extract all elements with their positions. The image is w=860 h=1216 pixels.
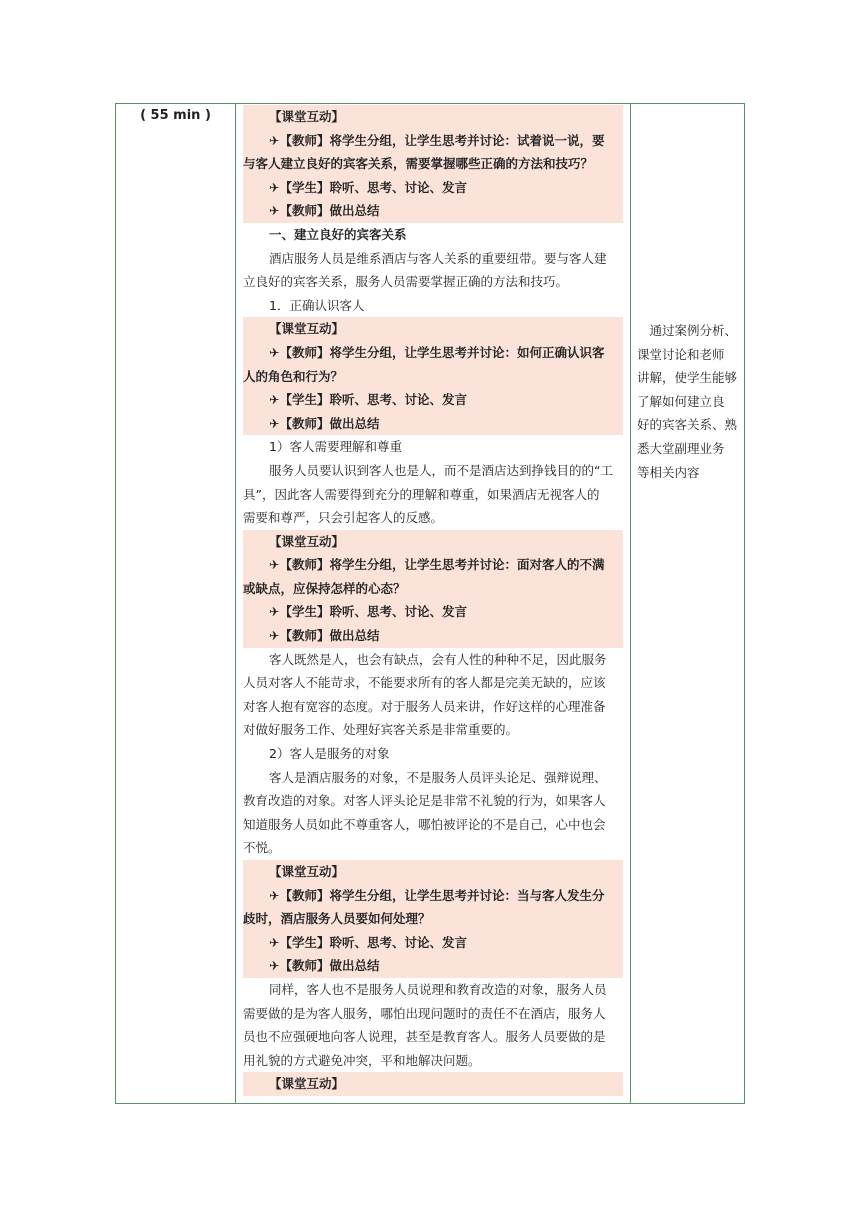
content-body: [243, 105, 623, 1096]
interaction-line: ✈【教师】做出总结: [243, 954, 623, 978]
interaction-line: 【课堂互动】: [243, 317, 623, 341]
interaction-line: 或缺点，应保持怎样的心态？: [243, 577, 623, 601]
interaction-line: ✈【学生】聆听、思考、讨论、发言: [243, 931, 623, 955]
text-line: 对做好服务工作、处理好宾客关系是非常重要的。: [243, 722, 519, 738]
interaction-line: 【课堂互动】: [243, 105, 623, 129]
text-line: 员也不应强硬地向客人说理，甚至是教育客人。服务人员要做的是: [243, 1029, 606, 1045]
text-line: 客人既然是人，也会有缺点，会有人性的种种不足，因此服务: [269, 651, 607, 667]
time-column: [116, 104, 236, 1103]
note-line: 悉大堂副理业务: [637, 440, 725, 456]
time-label: ( 55 min ): [140, 108, 211, 123]
interaction-line: 歧时，酒店服务人员要如何处理？: [243, 907, 623, 931]
text-line: 2）客人是服务的对象: [269, 746, 390, 762]
text-line: 具”，因此客人需要得到充分的理解和尊重，如果酒店无视客人的: [243, 486, 600, 502]
lesson-table: [115, 103, 745, 1104]
note-line: 了解如何建立良: [637, 393, 725, 409]
text-line: 同样，客人也不是服务人员说理和教育改造的对象，服务人员: [269, 981, 607, 997]
text-line: 人员对客人不能苛求，不能要求所有的客人都是完美无缺的，应该: [243, 675, 606, 691]
interaction-line: ✈【教师】将学生分组，让学生思考并讨论：试着说一说，要: [243, 129, 623, 153]
interaction-line: ✈【教师】做出总结: [243, 199, 623, 223]
text-line: 教育改造的对象。对客人评头论足是非常不礼貌的行为，如果客人: [243, 793, 606, 809]
text-line: 不悦。: [243, 840, 281, 856]
text-line: 1）客人需要理解和尊重: [269, 439, 402, 455]
note-line: 等相关内容: [637, 464, 700, 480]
notes-column: [631, 104, 744, 1103]
text-line: 需要和尊严，只会引起客人的反感。: [243, 510, 444, 526]
note-line: 好的宾客关系、熟: [637, 417, 738, 433]
text-line: 需要做的是为客人服务，哪怕出现问题时的责任不在酒店，服务人: [243, 1005, 606, 1021]
text-line: 服务人员要认识到客人也是人，而不是酒店达到挣钱目的的“工: [269, 462, 613, 478]
interaction-line: 【课堂互动】: [243, 860, 623, 884]
interaction-line: ✈【教师】将学生分组，让学生思考并讨论：面对客人的不满: [243, 553, 623, 577]
text-line: 知道服务人员如此不尊重客人，哪怕被评论的不是自己，心中也会: [243, 816, 606, 832]
interaction-line: ✈【教师】做出总结: [243, 412, 623, 436]
interaction-line: ✈【学生】聆听、思考、讨论、发言: [243, 600, 623, 624]
interaction-line: ✈【教师】将学生分组，让学生思考并讨论：当与客人发生分: [243, 884, 623, 908]
interaction-line: ✈【教师】做出总结: [243, 624, 623, 648]
note-line: 通过案例分析、: [637, 323, 738, 338]
interaction-line: 人的角色和行为？: [243, 365, 623, 389]
note-line: 讲解，使学生能够: [637, 370, 738, 386]
text-line: 酒店服务人员是维系酒店与客人关系的重要纽带。要与客人建: [269, 250, 607, 266]
text-line: 1．正确认识客人: [269, 297, 365, 313]
interaction-line: 与客人建立良好的宾客关系，需要掌握哪些正确的方法和技巧？: [243, 152, 623, 176]
interaction-line: ✈【学生】聆听、思考、讨论、发言: [243, 176, 623, 200]
interaction-line: ✈【学生】聆听、思考、讨论、发言: [243, 388, 623, 412]
interaction-line: ✈【教师】将学生分组，让学生思考并讨论：如何正确认识客: [243, 341, 623, 365]
text-line: 一、建立良好的宾客关系: [269, 226, 407, 242]
note-line: 课堂讨论和老师: [637, 346, 725, 362]
text-line: 用礼貌的方式避免冲突，平和地解决问题。: [243, 1052, 481, 1068]
interaction-line: 【课堂互动】: [243, 1072, 623, 1096]
content-column: [236, 104, 631, 1103]
text-line: 立良好的宾客关系，服务人员需要掌握正确的方法和技巧。: [243, 274, 569, 290]
interaction-line: 【课堂互动】: [243, 530, 623, 554]
text-line: 对客人抱有宽容的态度。对于服务人员来讲，作好这样的心理准备: [243, 698, 606, 714]
teaching-goal-note: [637, 319, 739, 484]
text-line: 客人是酒店服务的对象，不是服务人员评头论足、强辩说理、: [269, 769, 607, 785]
